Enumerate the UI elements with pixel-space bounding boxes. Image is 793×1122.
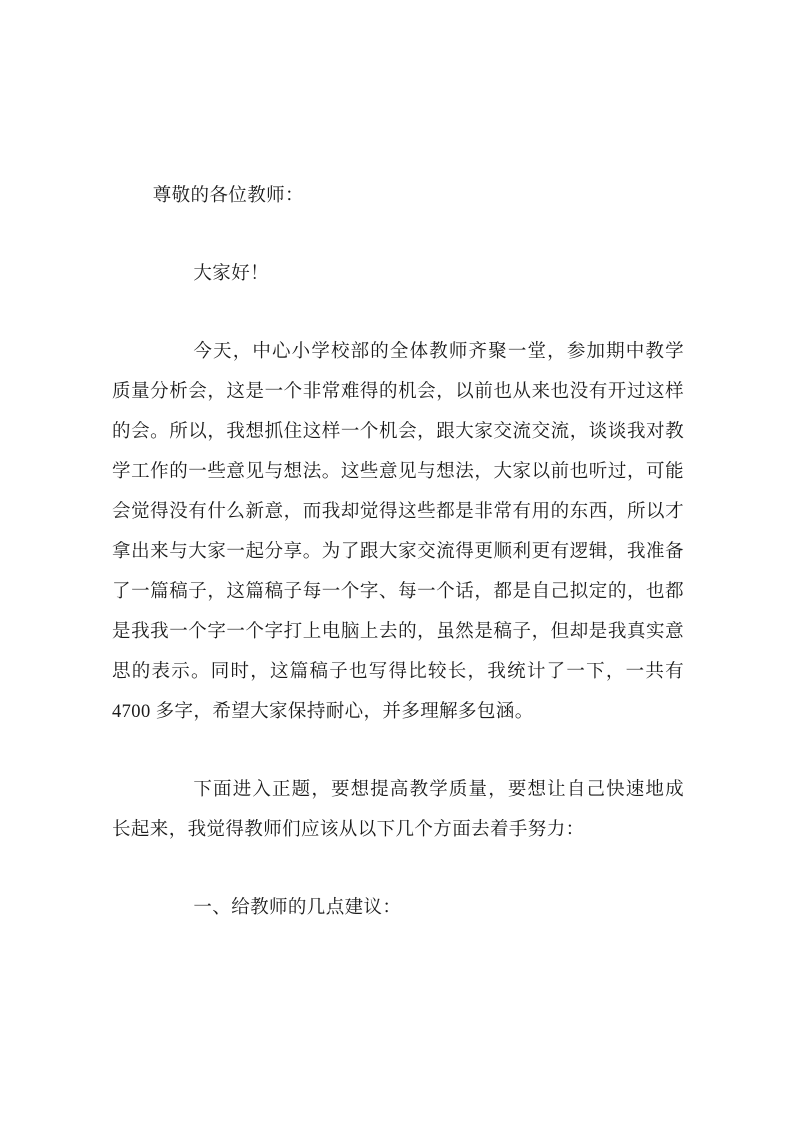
document-body [112,176,684,928]
paragraph-section-heading-1: 一、给教师的几点建议： [193,898,402,918]
paragraph-salutation: 尊敬的各位教师： [152,186,304,206]
paragraph-body-2: 下面进入正题，要想提高教学质量，要想让自己快速地成长起来，我觉得教师们应该从以下几个方面去着手努力： [112,780,684,840]
paragraph-greeting: 大家好！ [193,264,269,284]
paragraph-body-1: 今天，中心小学校部的全体教师齐聚一堂，参加期中教学质量分析会，这是一个非常难得的机会，以前也从来也没有开过这样的会。所以，我想抓住这样一个机会，跟大家交流交流，谈谈我对教学工作的一些意见与想法。这些意见与想法，大家以前也听过，可能会觉得没有什么新意，而我却觉得这些都是非常有用的东西，所以才拿出来与大家一起分享。为了跟大家交流得更顺利更有逻辑，我准备了一篇稿子，这篇稿子每一个字、每一个话，都是自己拟定的，也都是我我一个字一个字打上电脑上去的，虽然是稿子，但却是我真实意思的表示。同时，这篇稿子也写得比较长，我统计了一下，一共有 4700 多字，希望大家保持耐心，并多理解多包涵。 [112,342,684,722]
